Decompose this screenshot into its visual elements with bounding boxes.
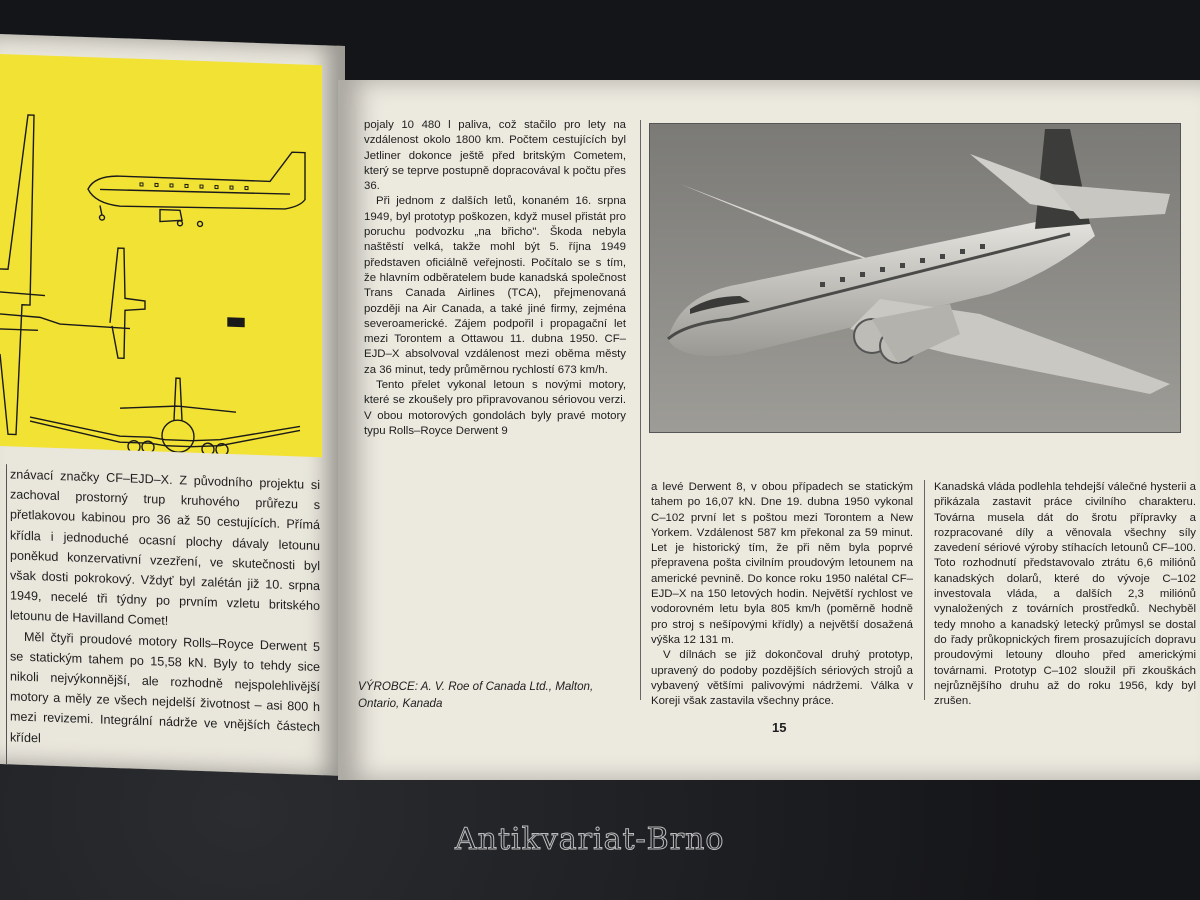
manufacturer-caption: VÝROBCE: A. V. Roe of Canada Ltd., Malton, Ontario, Kanada: [358, 680, 594, 710]
col1-paragraph-2: Při jednom z dalších letů, konaném 16. srpna 1949, byl prototyp poškozen, když musel přistát pro poruchu podvozku „na břicho". Škoda nebyla naštěstí velká, takže mohl být 5. října 1949 představen oficiálně veřejnosti. Počítalo se s tím, že hlavním odběratelem bude kanadská společnost Trans Canada Airlines (TCA), přejmenovaná později na Air Canada, a také jiné firmy, zejména severoamerické. Zájem podpořil i propagační let mezi Torontem a Ottawou 11. dubna 1950. CF–EJD–X absolvoval vzdálenost mezi oběma městy za 36 minut, tedy průměrnou rychlostí 673 km/h.: [364, 195, 626, 376]
text-column-1: [364, 118, 626, 439]
column-rule-3: [924, 480, 925, 700]
page-number: 15: [772, 720, 787, 735]
col3-paragraph-1: Kanadská vláda podlehla tehdejší válečné hysterii a přikázala zastavit práce civilního charakteru. Továrna musela dát do šrotu přípravky a rozpracované díly a věnovala všechny síly zavedení sériové výroby stíhacích letounů CF–100. Toto rozhodnutí představovalo ztrátu 6,6 miliónů kanadských dolarů, které do vývoje C–102 investovala vláda, a dalších 2,3 miliónů vynaložených z továrních prostředků. Nechyběl tedy mnoho a kanadský letecký průmysl se dostal do řady průkopnických firem prosazujících dopravu proudovými letouny dlouho před americkými továrnami. Prototyp C–102 sloužil při zkouškách nejrůznějšího druhu až do roku 1956, kdy byl zrušen.: [934, 481, 1196, 708]
jetliner-photo-svg: [650, 124, 1180, 432]
column-rule-2: [640, 480, 641, 700]
col1-paragraph-1: pojaly 10 480 l paliva, což stačilo pro lety na vzdálenost okolo 1800 km. Počtem cestujících byl Jetliner dokonce ještě před britským Cometem, který se teprve postupně dopracovával k počtu přes 36.: [364, 119, 626, 193]
right-book-page: [338, 80, 1200, 780]
text-column-3: [934, 480, 1196, 709]
three-view-svg: [0, 54, 322, 457]
left-paragraph-2: Měl čtyři proudové motory Rolls–Royce Derwent 5 se statickým tahem po 15,58 kN. Byly to tehdy sice nikoli nejvýkonnější, ale rozhodně nejspolehlivější motory a měly ze všech nejdelší životnost – asi 800 h mezi revizemi. Integrální nádrže ve vnějších částech křídel: [10, 629, 320, 746]
left-page-text: [10, 464, 320, 758]
aircraft-three-view-drawing: [0, 54, 322, 457]
watermark-text: Antikvariat-Brno: [455, 822, 725, 857]
col2-paragraph-1: a levé Derwent 8, v obou případech se statickým tahem po 16,07 kN. Dne 19. dubna 1950 vykonal C–102 první let s poštou mezi Torontem a New Yorkem. Vzdálenost 587 km překonal za 59 minut. Let je historický tím, že při něm byla poprvé přepravena pošta civilním proudovým letounem na americké pevnině. Do konce roku 1950 nalétal CF–EJD–X na 150 letových hodin. Největší rychlost ve vodorovném letu byla 805 km/h (poměrně hodně pro stroj s nešípovými křídly) a největší dosažená výška 12 131 m.: [651, 481, 913, 646]
text-column-2: [651, 480, 913, 709]
jetliner-photograph: [650, 124, 1180, 432]
col1-paragraph-3: Tento přelet vykonal letoun s novými motory, které se zkoušely pro připravovanou sériovou verzi. V obou motorových gondolách byly pravé motory typu Rolls–Royce Derwent 9: [364, 379, 626, 437]
left-column-rule: [6, 464, 7, 764]
left-paragraph-1: znávací značky CF–EJD–X. Z původního projektu si zachoval prostorný trup kruhového průřezu s přetlakovou kabinou pro 36 až 50 cestujících. Přímá křídla i jednoduché ocasní plochy dávaly letounu poněkud konzervativní vzezření, ve skutečnosti byl však dosti pokrokový. Vždyť byl zalétán již 10. srpna 1949, necelé tři týdny po prvním vzletu britského letounu de Havilland Comet!: [10, 467, 320, 629]
col2-paragraph-2: V dílnách se již dokončoval druhý prototyp, upravený do podoby pozdějších sériových strojů a vybavený většími palivovými nádržemi. Válka v Koreji však zastavila všechny práce.: [651, 649, 913, 708]
left-book-page: [0, 34, 345, 776]
